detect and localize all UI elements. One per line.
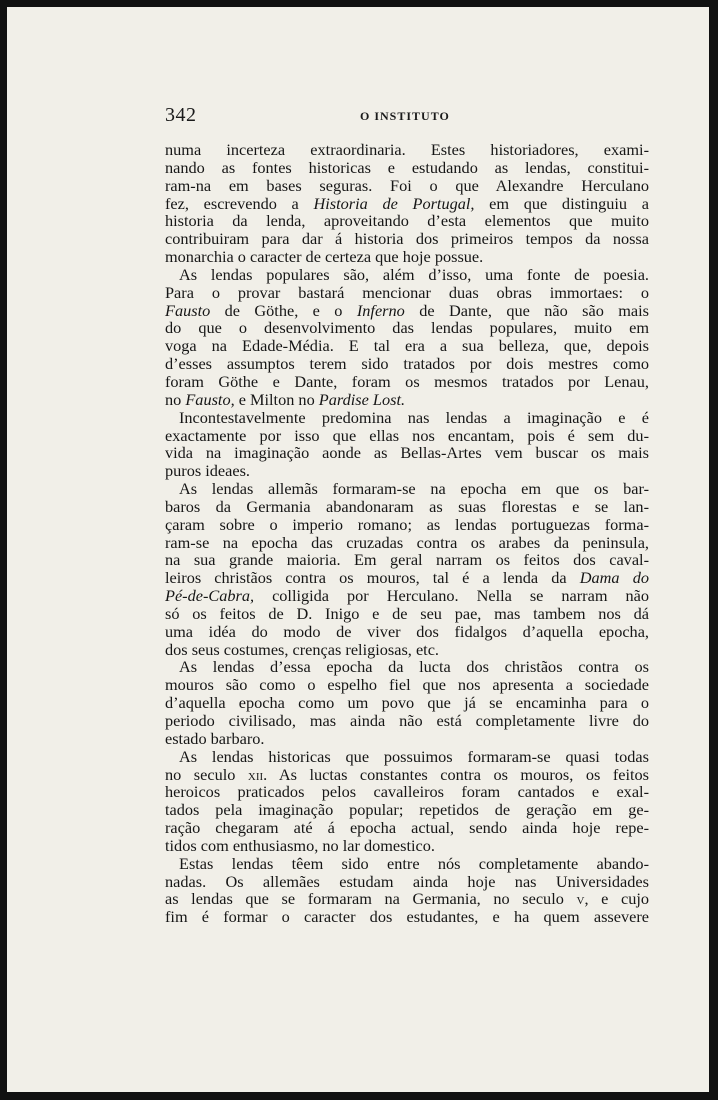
- text-segment: Historia de Portugal,: [313, 193, 475, 213]
- text-segment: só os feitos de D. Inigo e de seu pae, mas tambem nos dá: [165, 603, 649, 623]
- text-line: [165, 498, 649, 516]
- text-segment: d’aquella epocha como um povo que já se encaminha para o: [165, 693, 649, 713]
- text-segment: Estas lendas têem sido entre nós completamente abando-: [179, 853, 649, 873]
- text-segment: vida na imaginação aonde as Bellas-Artes vem buscar os mais: [165, 443, 649, 463]
- text-line: [165, 801, 649, 819]
- text-segment: de Dante, que não são mais: [404, 300, 650, 320]
- text-segment: exactamente por isso que ellas nos encantam, pois é sem du-: [165, 425, 649, 445]
- text-segment: historia da lenda, aproveitando d’esta elementos que muito: [165, 211, 649, 231]
- text-segment: em que distinguiu a: [474, 193, 649, 213]
- document-page: [7, 7, 709, 1092]
- text-segment: tados pela imaginação popular; repetidos de geração em ge-: [165, 800, 649, 820]
- text-line: [165, 623, 649, 641]
- text-line: [165, 195, 649, 213]
- text-line: [165, 462, 649, 480]
- text-segment: . As luctas constantes contra os mouros, os feitos: [263, 764, 650, 784]
- text-line: [165, 837, 649, 855]
- text-line: [165, 748, 649, 766]
- text-line: [165, 605, 649, 623]
- text-segment: numa incerteza extraordinaria. Estes historiadores, exami-: [165, 140, 649, 159]
- text-line: [165, 409, 649, 427]
- text-line: [165, 516, 649, 534]
- text-line: [165, 444, 649, 462]
- text-line: [165, 248, 649, 266]
- text-segment: Pardise Lost.: [318, 389, 406, 409]
- text-segment: ração chegaram até á epocha actual, sendo ainda hoje repe-: [165, 818, 649, 838]
- text-segment: heroicos praticados pelos cavalleiros foram cantados e exal-: [165, 782, 649, 802]
- text-segment: leiros christãos contra os mouros, tal é a lenda da: [165, 568, 580, 588]
- text-segment: baros da Germania abandonaram as suas florestas e se lan-: [165, 496, 649, 516]
- text-segment: Incontestavelmente predomina nas lendas a imaginação e é: [179, 407, 649, 427]
- page-number: 342: [165, 104, 197, 126]
- text-segment: e Milton no: [234, 389, 319, 409]
- text-segment: fez, escrevendo a: [165, 193, 314, 213]
- text-segment: no seculo: [165, 764, 248, 784]
- text-segment: monarchia o caracter de certeza que hoje possue.: [165, 247, 484, 267]
- running-title: O INSTITUTO: [360, 109, 450, 123]
- text-segment: contribuiram para dar á historia dos primeiros tempos da nossa: [165, 229, 649, 249]
- text-line: [165, 658, 649, 676]
- text-segment: xii: [247, 764, 264, 784]
- text-line: [165, 641, 649, 659]
- text-segment: do que o desenvolvimento das lendas populares, muito em: [165, 318, 649, 338]
- text-segment: dos seus costumes, crenças religiosas, etc.: [165, 639, 439, 659]
- text-segment: d’esses assumptos terem sido tratados por dois mestres como: [165, 354, 649, 374]
- text-line: [165, 427, 649, 445]
- text-line: [165, 819, 649, 837]
- text-segment: voga na Edade-Média. E tal era a sua belleza, que, depois: [165, 336, 649, 356]
- text-line: [165, 712, 649, 730]
- body-text: [165, 141, 649, 926]
- text-segment: fim é formar o caracter dos estudantes, e ha quem assevere: [165, 907, 649, 927]
- text-line: [165, 908, 649, 926]
- text-line: [165, 730, 649, 748]
- text-segment: As lendas historicas que possuimos formaram-se quasi todas: [179, 746, 649, 766]
- text-line: [165, 177, 649, 195]
- text-segment: Dama do: [579, 568, 649, 588]
- text-segment: , e cujo: [584, 889, 650, 909]
- text-segment: As lendas populares são, além d’isso, uma fonte de poesia.: [179, 264, 649, 284]
- text-line: [165, 337, 649, 355]
- text-line: [165, 694, 649, 712]
- text-segment: ram-se na epocha das cruzadas contra os arabes da peninsula,: [165, 532, 649, 552]
- text-segment: Para o provar bastará mencionar duas obras immortaes: o: [165, 282, 649, 302]
- text-segment: no: [165, 389, 186, 409]
- text-segment: Fausto,: [185, 389, 235, 409]
- text-line: [165, 873, 649, 891]
- text-segment: As lendas allemãs formaram-se na epocha em que os bar-: [179, 479, 649, 499]
- text-segment: ram-na em bases seguras. Foi o que Alexandre Herculano: [165, 175, 649, 195]
- text-line: [165, 551, 649, 569]
- text-line: [165, 212, 649, 230]
- text-segment: As lendas d’essa epocha da lucta dos christãos contra os: [179, 657, 649, 677]
- text-segment: foram Göthe e Dante, foram os mesmos tratados por Lenau,: [165, 371, 649, 391]
- text-line: [165, 284, 649, 302]
- text-line: [165, 855, 649, 873]
- text-segment: nando as fontes historicas e estudando as lendas, constitui-: [165, 157, 649, 177]
- text-line: [165, 569, 649, 587]
- text-segment: çaram sobre o imperio romano; as lendas portuguezas forma-: [165, 514, 649, 534]
- text-line: [165, 266, 649, 284]
- text-segment: v: [576, 889, 585, 909]
- text-line: [165, 319, 649, 337]
- text-line: [165, 534, 649, 552]
- text-line: [165, 373, 649, 391]
- text-segment: uma idéa do modo de viver dos fidalgos d’aquella epocha,: [165, 621, 649, 641]
- text-line: [165, 766, 649, 784]
- text-line: [165, 676, 649, 694]
- text-line: [165, 230, 649, 248]
- text-line: [165, 355, 649, 373]
- text-line: [165, 159, 649, 177]
- text-segment: Pé-de-Cabra,: [165, 586, 255, 606]
- text-line: [165, 587, 649, 605]
- text-line: [165, 141, 649, 159]
- text-segment: nadas. Os allemães estudam ainda hoje nas Universidades: [165, 871, 649, 891]
- text-segment: periodo civilisado, mas ainda não está completamente livre do: [165, 711, 649, 730]
- text-line: [165, 890, 649, 908]
- text-segment: mouros são como o espelho fiel que nos apresenta a sociedade: [165, 675, 649, 695]
- text-segment: de Göthe, e o: [210, 300, 357, 320]
- text-segment: puros ideaes.: [165, 461, 250, 481]
- text-line: [165, 480, 649, 498]
- text-line: [165, 391, 649, 409]
- text-segment: colligida por Herculano. Nella se narram não: [254, 586, 649, 606]
- text-segment: tidos com enthusiasmo, no lar domestico.: [165, 835, 435, 855]
- page-header: [165, 104, 655, 128]
- text-segment: Inferno: [356, 300, 405, 320]
- text-line: [165, 302, 649, 320]
- text-segment: na sua grande maioria. Em geral narram os feitos dos caval-: [165, 550, 649, 570]
- text-segment: Fausto: [165, 300, 211, 320]
- text-segment: estado barbaro.: [165, 728, 265, 748]
- text-line: [165, 783, 649, 801]
- text-segment: as lendas que se formaram na Germania, no seculo: [165, 889, 577, 909]
